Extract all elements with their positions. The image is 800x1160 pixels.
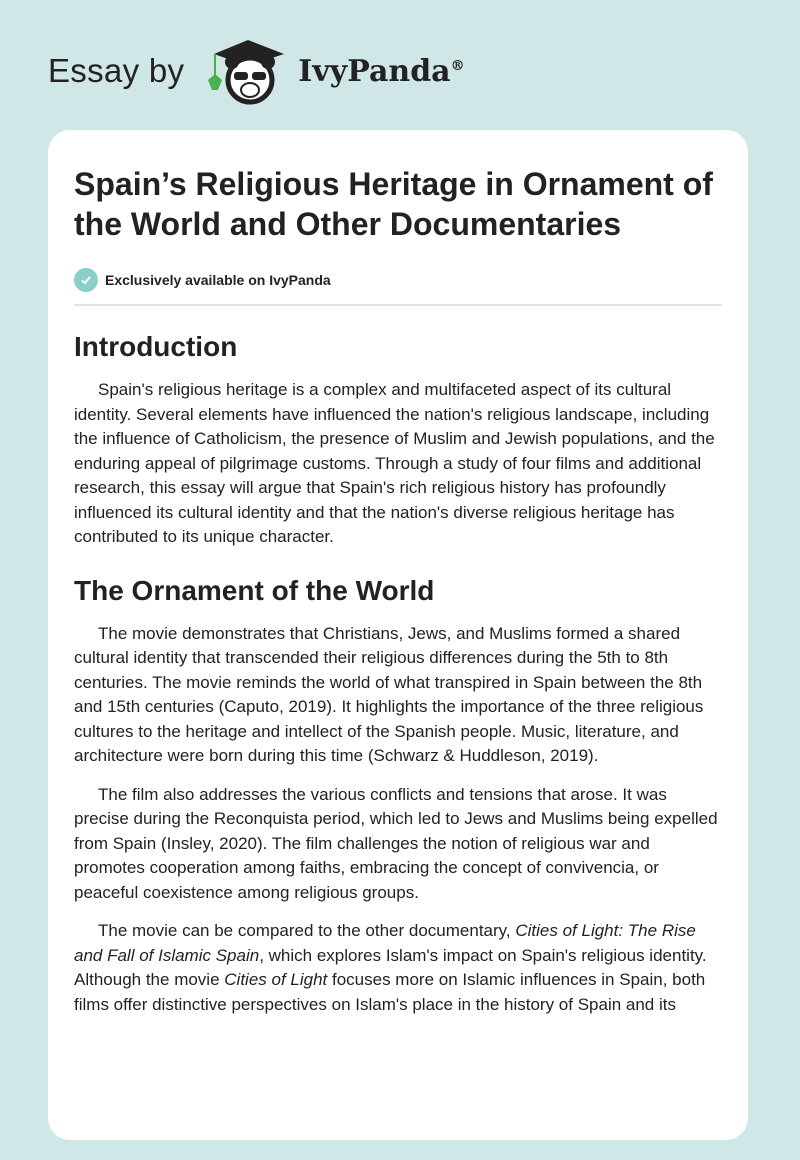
essay-card (48, 130, 748, 1140)
brand-text: IvyPanda (298, 53, 451, 89)
text: , which explores Islam's impact on Spain's religious identity. Although the movie (74, 945, 707, 989)
paragraph: The movie demonstrates that Christians, Jews, and Muslims formed a shared cultural identity that transcended their religious differences during the 5th to 8th centuries. The movie reminds the world of what transpired in Spain between the 8th and 15th centuries (Caputo, 2019). It highlights the importance of the three religious cultures to the heritage and intellect of the Spanish people. Music, literature, and architecture were born during this time (Schwarz & Huddleson, 2019). (74, 623, 704, 765)
film-title: Cities of Light (224, 970, 328, 989)
site-header (48, 36, 465, 106)
brand-name[interactable] (298, 54, 464, 89)
text: focuses more on Islamic influences in Spain, both films offer distinctive perspectives on Islam's place in the history of Spain and its (74, 970, 706, 1014)
essay-title: Spain’s Religious Heritage in Ornament of the World and Other Documentaries (74, 166, 713, 242)
film-title: Cities of Light: The Rise and Fall of Islamic Spain (74, 921, 696, 965)
section-heading: Introduction (74, 331, 238, 362)
check-icon (74, 268, 98, 292)
exclusive-badge (74, 268, 722, 292)
section-heading: The Ornament of the World (74, 574, 435, 606)
text: The movie can be compared to the other documentary, (98, 921, 516, 940)
divider (74, 304, 722, 306)
ivypanda-logo-icon[interactable] (204, 36, 292, 106)
paragraph: The film also addresses the various conflicts and tensions that arose. It was precise during the Reconquista period, which led to Jews and Muslims being expelled from Spain (Insley, 2020). The film challenges the notion of religious war and promotes cooperation among faiths, embracing the concept of convivencia, or peaceful coexistence among religious groups. (74, 784, 718, 902)
essay-by-label: Essay by (48, 52, 185, 89)
paragraph: Spain's religious heritage is a complex and multifaceted aspect of its cultural identity. Several elements have influenced the nation's religious landscape, including the influence of Catholicism, the presence of Muslim and Jewish populations, and the enduring appeal of pilgrimage customs. Through a study of four films and additional research, this essay will argue that Spain's rich religious history has profoundly influenced its cultural identity and that the nation's diverse religious heritage has contributed to its unique character. (74, 380, 715, 546)
badge-text: Exclusively available on IvyPanda (105, 272, 331, 288)
registered-mark: ® (450, 57, 465, 74)
paragraph (74, 919, 722, 1017)
